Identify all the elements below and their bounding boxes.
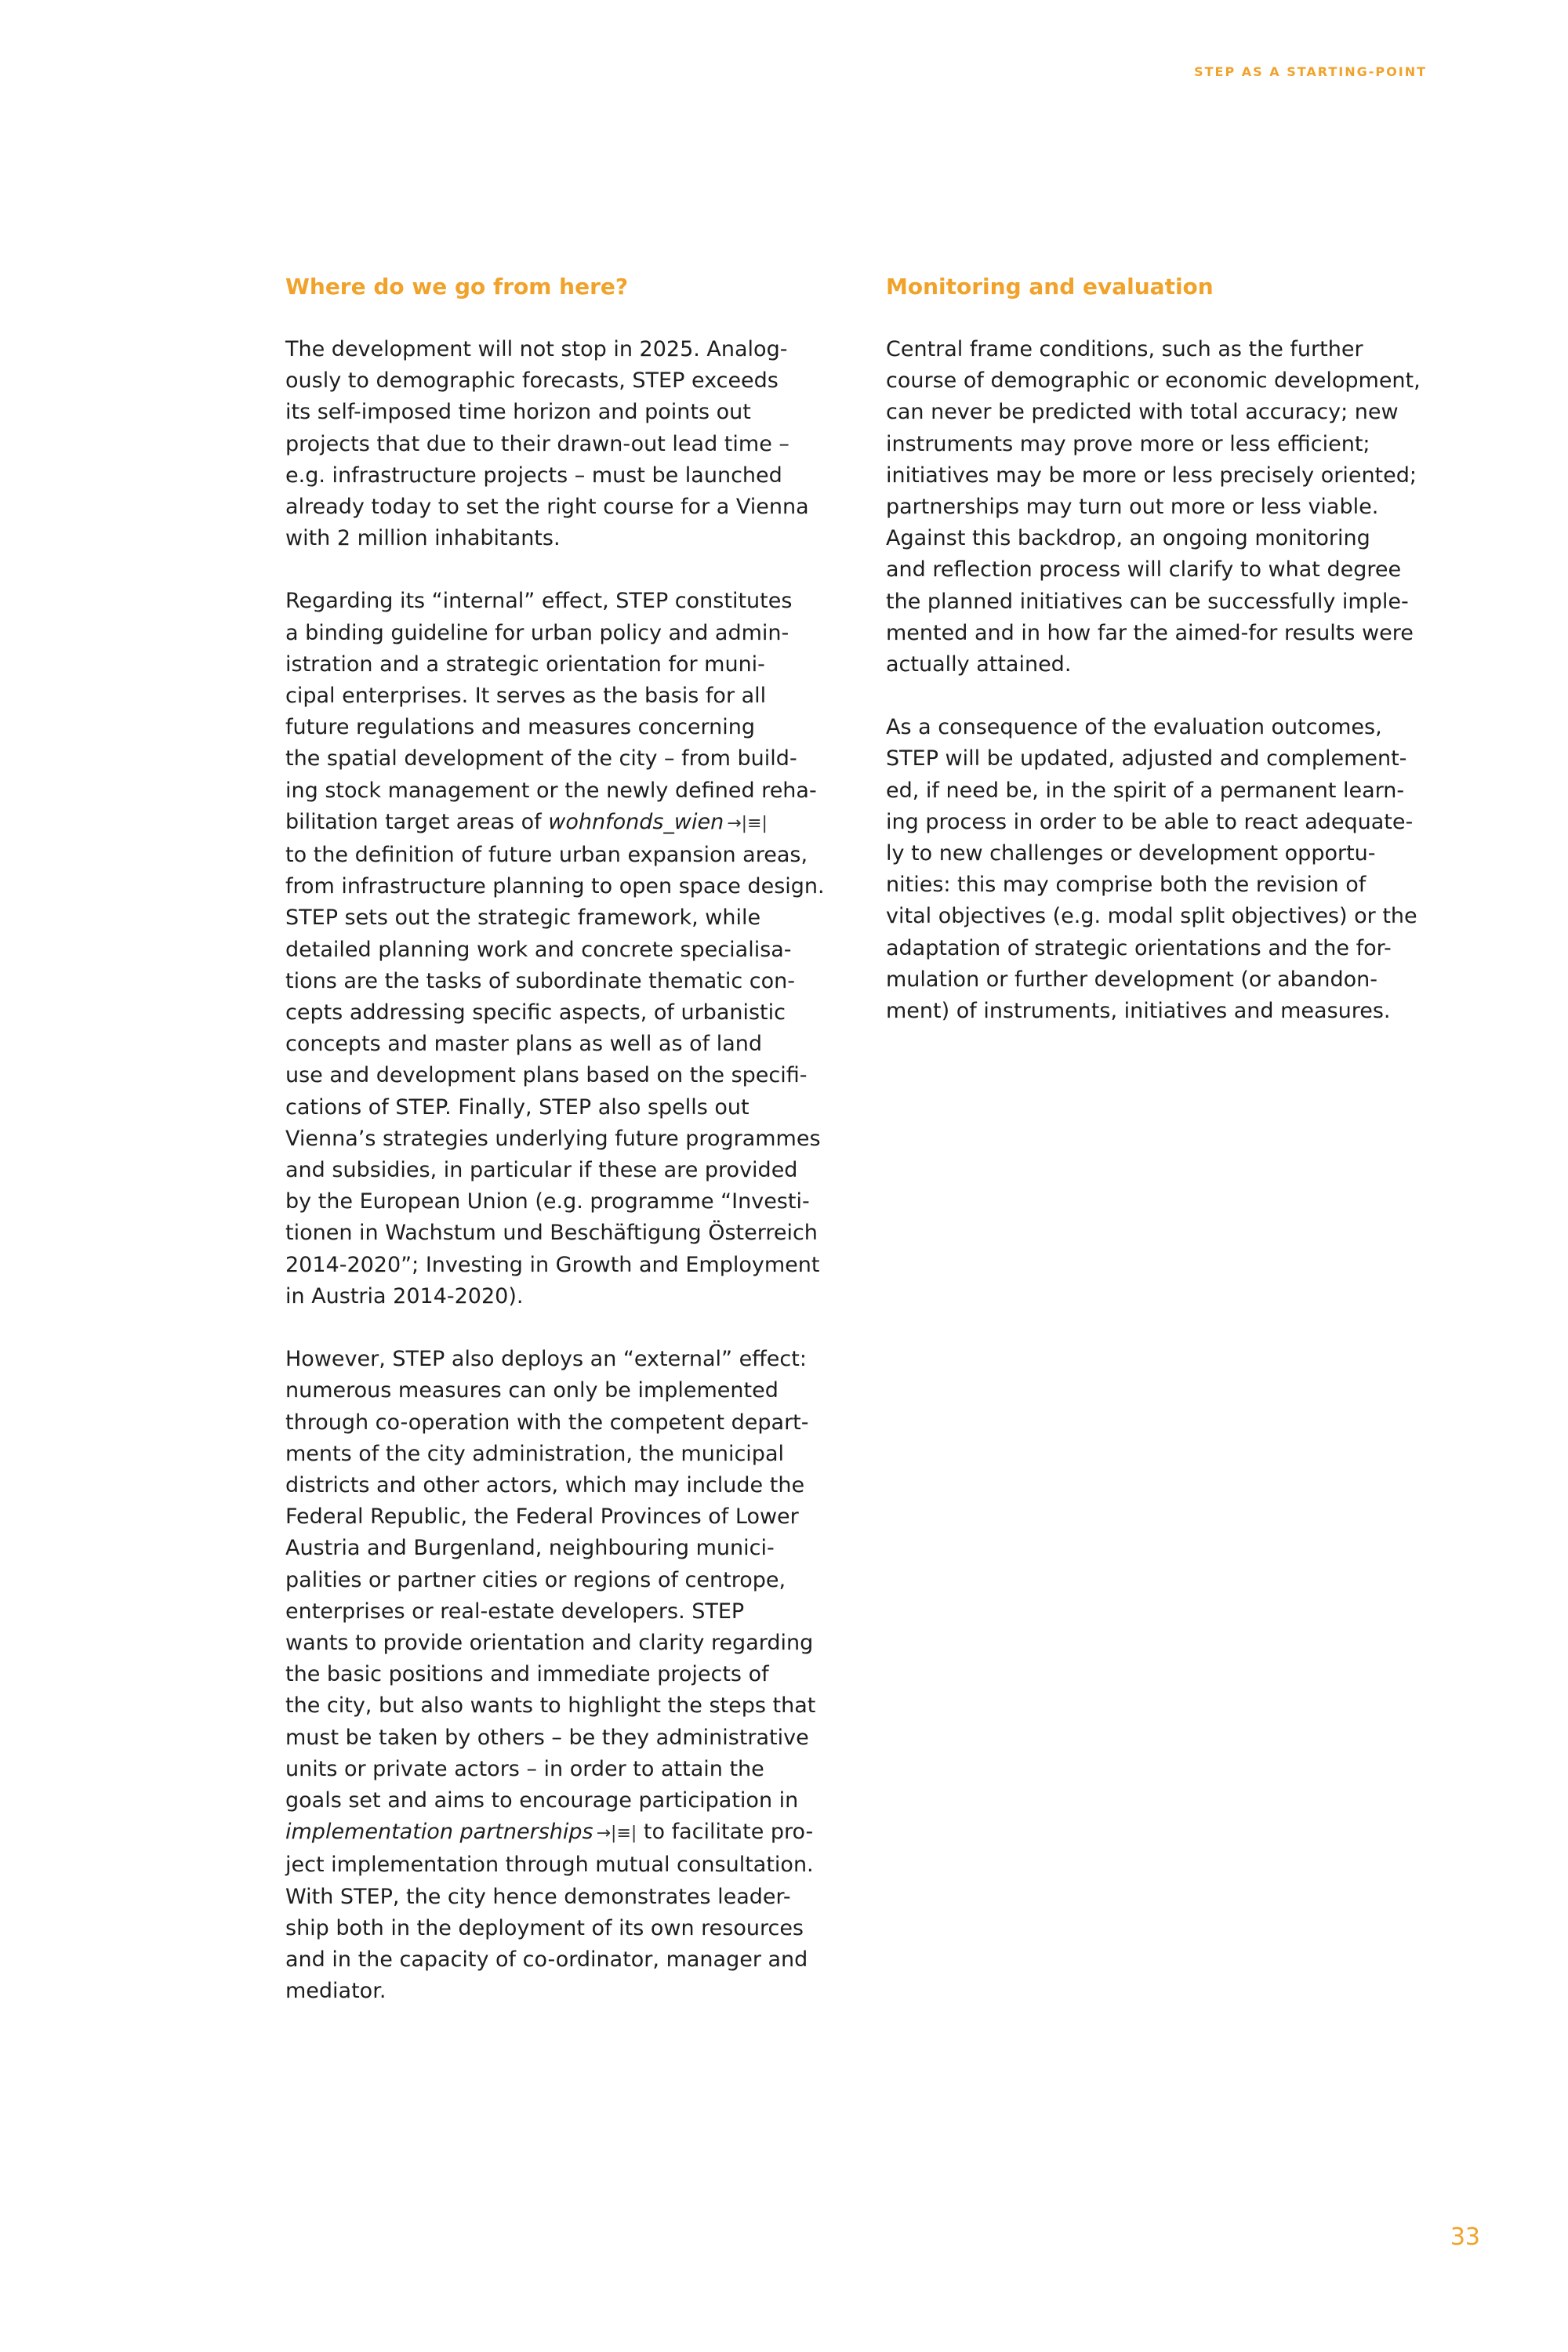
reference-suffix: to facilitate pro-: [637, 1820, 814, 1845]
text-line: ed, if need be, in the spirit of a permanent learn-: [886, 778, 1405, 803]
text-line: must be taken by others – be they administrative: [285, 1725, 809, 1750]
text-line: ject implementation through mutual consultation.: [285, 1853, 814, 1878]
text-line: by the European Union (e.g. programme “Investi-: [285, 1189, 810, 1214]
text-line: The development will not stop in 2025. Analog-: [285, 337, 788, 361]
text-line: nities: this may comprise both the revision of: [886, 873, 1367, 898]
text-line: partnerships may turn out more or less viable.: [886, 495, 1379, 520]
text-line: units or private actors – in order to attain the: [285, 1756, 764, 1781]
text-line: and subsidies, in particular if these are provided: [285, 1158, 798, 1183]
text-line: a binding guideline for urban policy and admin-: [285, 620, 789, 645]
text-line: Against this backdrop, an ongoing monitoring: [886, 526, 1370, 551]
text-line: 2014-2020”; Investing in Growth and Employment: [285, 1252, 820, 1277]
text-line: course of demographic or economic development,: [886, 368, 1421, 394]
text-line: actually attained.: [886, 652, 1072, 677]
text-line: the basic positions and immediate projects of: [285, 1662, 769, 1687]
text-line: projects that due to their drawn-out lead time –: [285, 431, 789, 456]
text-line: its self-imposed time horizon and points out: [285, 400, 751, 425]
text-line: in Austria 2014-2020).: [285, 1283, 524, 1308]
text-line: and in the capacity of co-ordinator, manager and: [285, 1947, 808, 1972]
text-line: detailed planning work and concrete specialisa-: [285, 937, 792, 962]
text-line: through co-operation with the competent depart-: [285, 1410, 809, 1435]
text-line: tionen in Wachstum und Beschäftigung Österreich: [285, 1221, 818, 1246]
text-line: STEP sets out the strategic framework, while: [285, 906, 761, 931]
text-line: tions are the tasks of subordinate thematic con-: [285, 968, 796, 993]
text-line: enterprises or real-estate developers. STEP: [285, 1599, 745, 1624]
paragraph-3-lines-after: [285, 1849, 840, 2007]
glossary-term-implementation-partnerships[interactable]: implementation partnerships: [285, 1820, 593, 1845]
text-line: Regarding its “internal” effect, STEP constitutes: [285, 589, 793, 614]
text-line: Vienna’s strategies underlying future programmes: [285, 1126, 821, 1151]
text-line: wants to provide orientation and clarity regarding: [285, 1630, 814, 1655]
right-column: [886, 271, 1443, 1058]
paragraph-monitoring-1: [886, 334, 1443, 681]
text-line: with 2 million inhabitants.: [285, 526, 561, 551]
text-line: instruments may prove more or less efficient;: [886, 431, 1370, 456]
glossary-term-wohnfonds-wien[interactable]: wohnfonds_wien: [548, 809, 724, 834]
text-line: ly to new challenges or development opportu-: [886, 841, 1376, 866]
text-line: already today to set the right course for a Vienna: [285, 495, 809, 520]
text-line: the spatial development of the city – from build-: [285, 746, 797, 771]
text-line: cipal enterprises. It serves as the basis for all: [285, 684, 767, 709]
glossary-reference-icon[interactable]: →|≡|: [596, 1824, 637, 1844]
text-line: future regulations and measures concerning: [285, 715, 756, 740]
text-line: districts and other actors, which may include the: [285, 1472, 805, 1497]
paragraph-2: [285, 586, 840, 1312]
text-line: from infrastructure planning to open space design.: [285, 874, 825, 899]
text-line: use and development plans based on the specifi-: [285, 1063, 808, 1088]
text-line: mulation or further development (or abandon-: [886, 967, 1377, 992]
text-line: mediator.: [285, 1979, 387, 2004]
text-line: initiatives may be more or less precisely oriented;: [886, 463, 1417, 488]
page-number: 33: [1450, 2223, 1480, 2251]
reference-prefix: bilitation target areas of: [285, 809, 549, 834]
section-heading-monitoring-evaluation: Monitoring and evaluation: [886, 274, 1214, 299]
text-line: ment) of instruments, initiatives and measures.: [886, 999, 1391, 1024]
text-line: numerous measures can only be implemented: [285, 1378, 779, 1403]
text-line: With STEP, the city hence demonstrates leader-: [285, 1884, 791, 1909]
paragraph-1: [285, 334, 840, 554]
paragraph-3-lines-before: [285, 1344, 840, 1817]
glossary-reference-icon[interactable]: →|≡|: [727, 813, 768, 833]
text-line: mented and in how far the aimed-for results were: [886, 620, 1414, 645]
paragraph-2-lines-after: [285, 840, 840, 1312]
paragraph-3-reference-line: [285, 1817, 840, 1849]
text-line: cepts addressing specific aspects, of urbanistic: [285, 1000, 786, 1025]
text-line: However, STEP also deploys an “external” effect:: [285, 1347, 807, 1372]
text-line: e.g. infrastructure projects – must be launched: [285, 463, 782, 488]
paragraph-2-lines-before: [285, 586, 840, 806]
left-column: [285, 271, 840, 2038]
text-line: ing process in order to be able to react adequate-: [886, 809, 1414, 834]
text-line: cations of STEP. Finally, STEP also spells out: [285, 1094, 750, 1120]
text-line: to the definition of future urban expansion areas,: [285, 843, 808, 868]
text-line: istration and a strategic orientation for muni-: [285, 652, 765, 677]
text-line: the city, but also wants to highlight the steps that: [285, 1693, 816, 1719]
text-line: vital objectives (e.g. modal split objectives) or the: [886, 904, 1417, 929]
text-line: Austria and Burgenland, neighbouring munici-: [285, 1536, 775, 1561]
text-line: ship both in the deployment of its own resources: [285, 1915, 804, 1940]
text-line: adaptation of strategic orientations and the for-: [886, 935, 1392, 960]
text-line: Central frame conditions, such as the further: [886, 337, 1363, 361]
text-line: STEP will be updated, adjusted and complement-: [886, 746, 1407, 771]
text-line: goals set and aims to encourage participation in: [285, 1788, 799, 1813]
paragraph-monitoring-2: [886, 712, 1443, 1027]
paragraph-2-reference-line: [285, 807, 840, 840]
text-line: ing stock management or the newly defined reha-: [285, 778, 817, 803]
section-heading-where-do-we-go: Where do we go from here?: [285, 274, 629, 299]
text-line: the planned initiatives can be successfully imple-: [886, 589, 1409, 614]
paragraph-3: [285, 1344, 840, 2007]
running-head: STEP AS A STARTING-POINT: [1194, 64, 1427, 79]
text-line: As a consequence of the evaluation outcomes,: [886, 715, 1382, 740]
text-line: ments of the city administration, the municipal: [285, 1441, 784, 1466]
text-line: Federal Republic, the Federal Provinces of Lower: [285, 1504, 799, 1530]
text-line: concepts and master plans as well as of land: [285, 1032, 763, 1057]
text-line: ously to demographic forecasts, STEP exceeds: [285, 368, 779, 394]
text-line: can never be predicted with total accuracy; new: [886, 400, 1399, 425]
text-line: palities or partner cities or regions of centrope,: [285, 1567, 786, 1592]
text-line: and reflection process will clarify to what degree: [886, 557, 1402, 583]
